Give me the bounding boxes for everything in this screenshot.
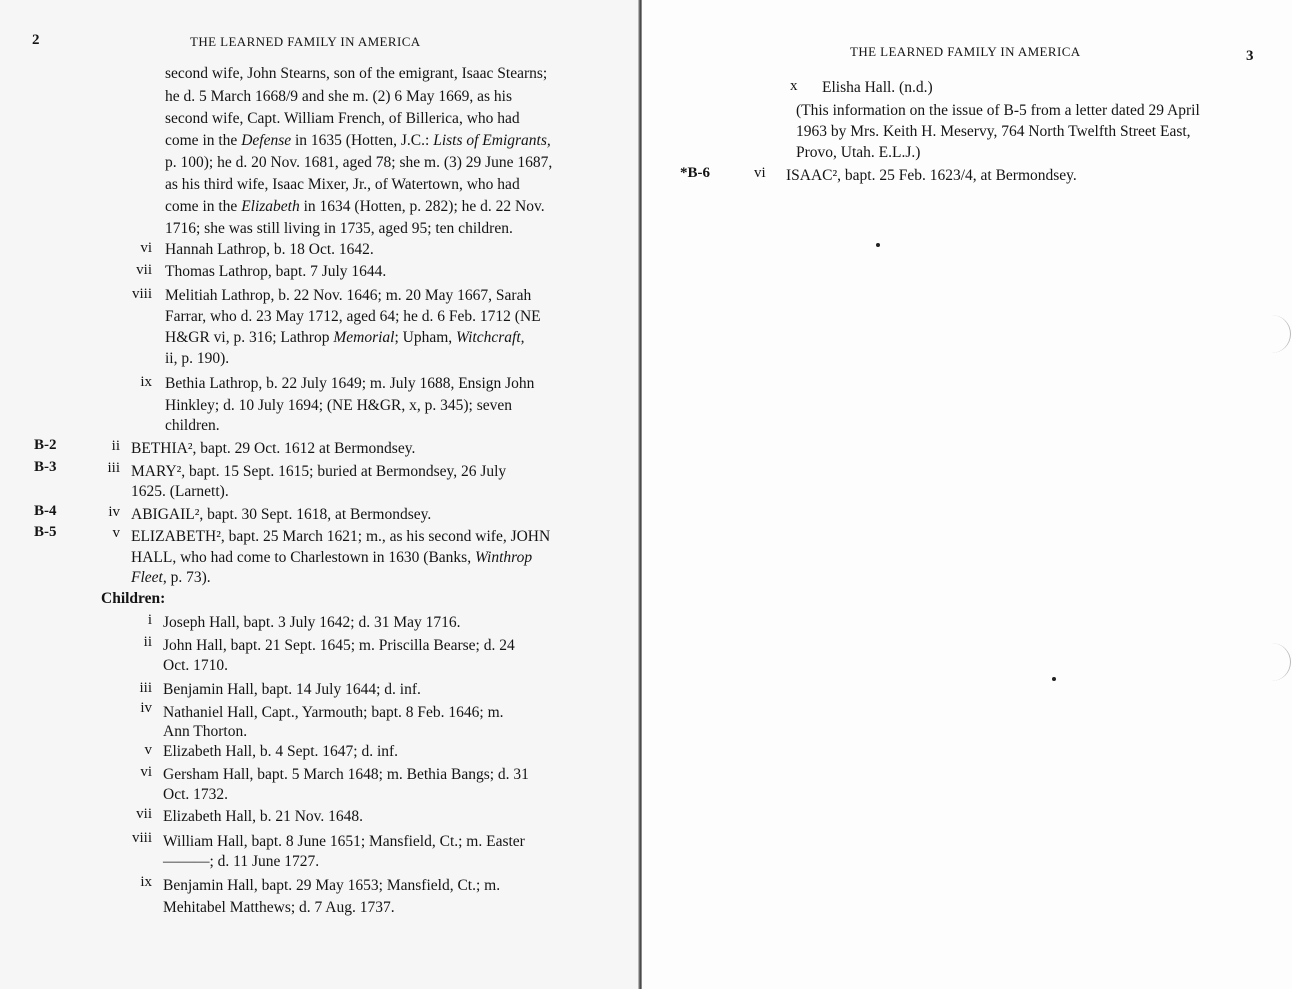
text-line: second wife, John Stearns, son of the emigrant, Isaac Stearns; bbox=[165, 65, 548, 82]
speck bbox=[1052, 677, 1056, 681]
entry-text-cont: Fleet, p. 73). bbox=[131, 569, 211, 586]
child-numeral: ii bbox=[143, 634, 152, 650]
text-line: p. 100); he d. 20 Nov. 1681, aged 78; she m. (3) 29 June 1687, bbox=[165, 154, 553, 171]
child-entry: Hannah Lathrop, b. 18 Oct. 1642. bbox=[165, 241, 374, 258]
note-line: 1963 by Mrs. Keith H. Meservy, 764 North Twelfth Street East, bbox=[796, 123, 1191, 140]
child-entry: Benjamin Hall, bapt. 29 May 1653; Mansfield, Ct.; m. bbox=[163, 877, 501, 894]
text-line: as his third wife, Isaac Mixer, Jr., of Watertown, who had bbox=[165, 176, 520, 193]
child-numeral: iv bbox=[140, 700, 152, 716]
note-line: Provo, Utah. E.L.J.) bbox=[796, 144, 921, 161]
entry-numeral: v bbox=[112, 525, 120, 541]
child-entry-cont: children. bbox=[165, 417, 220, 434]
child-entry-cont: H&GR vi, p. 316; Lathrop Memorial; Upham, Witchcraft, bbox=[165, 329, 525, 346]
child-numeral: x bbox=[790, 78, 798, 94]
child-entry-cont: Farrar, who d. 23 May 1712, aged 64; he d. 6 Feb. 1712 (NE bbox=[165, 308, 541, 325]
child-numeral: vi bbox=[140, 240, 152, 256]
child-numeral: ix bbox=[140, 374, 152, 390]
child-entry-cont: Oct. 1710. bbox=[163, 657, 229, 674]
child-entry: Elizabeth Hall, b. 4 Sept. 1647; d. inf. bbox=[163, 743, 399, 760]
text-line: he d. 5 March 1668/9 and she m. (2) 6 May 1669, as his bbox=[165, 88, 512, 105]
entry-text: MARY², bapt. 15 Sept. 1615; buried at Bermondsey, 26 July bbox=[131, 463, 507, 480]
child-entry: Gersham Hall, bapt. 5 March 1648; m. Bethia Bangs; d. 31 bbox=[163, 766, 529, 783]
entry-text: ABIGAIL², bapt. 30 Sept. 1618, at Bermondsey. bbox=[131, 506, 432, 523]
child-entry-cont: Mehitabel Matthews; d. 7 Aug. 1737. bbox=[163, 899, 395, 916]
entry-id: *B-6 bbox=[680, 165, 710, 181]
child-numeral: viii bbox=[131, 830, 152, 846]
child-entry-cont: Hinkley; d. 10 July 1694; (NE H&GR, x, p. 345); seven bbox=[165, 397, 513, 414]
entry-id: B-2 bbox=[34, 437, 57, 453]
child-entry: Joseph Hall, bapt. 3 July 1642; d. 31 May 1716. bbox=[163, 614, 461, 631]
child-entry: Bethia Lathrop, b. 22 July 1649; m. July 1688, Ensign John bbox=[165, 375, 535, 392]
child-entry: Nathaniel Hall, Capt., Yarmouth; bapt. 8 Feb. 1646; m. bbox=[163, 704, 504, 721]
child-entry-cont: ———; d. 11 June 1727. bbox=[163, 853, 320, 870]
binder-hole bbox=[1268, 315, 1291, 353]
text-line: second wife, Capt. William French, of Billerica, who had bbox=[165, 110, 520, 127]
text-line: 1716; she was still living in 1735, aged 95; ten children. bbox=[165, 220, 513, 237]
child-entry-cont: Ann Thorton. bbox=[163, 723, 248, 740]
child-entry: John Hall, bapt. 21 Sept. 1645; m. Priscilla Bearse; d. 24 bbox=[163, 637, 515, 654]
left-page bbox=[0, 0, 640, 989]
child-numeral: vi bbox=[140, 764, 152, 780]
note-line: (This information on the issue of B-5 from a letter dated 29 April bbox=[796, 102, 1200, 119]
right-page bbox=[642, 0, 1292, 989]
entry-text: BETHIA², bapt. 29 Oct. 1612 at Bermondsey. bbox=[131, 440, 416, 457]
entry-id: B-4 bbox=[34, 503, 57, 519]
child-entry: Melitiah Lathrop, b. 22 Nov. 1646; m. 20 May 1667, Sarah bbox=[165, 287, 532, 304]
entry-id: B-5 bbox=[34, 524, 57, 540]
entry-id: B-3 bbox=[34, 459, 57, 475]
child-numeral: v bbox=[144, 742, 152, 758]
text-line: come in the Elizabeth in 1634 (Hotten, p. 282); he d. 22 Nov. bbox=[165, 198, 545, 215]
child-numeral: iii bbox=[139, 680, 152, 696]
children-heading: Children: bbox=[101, 590, 166, 607]
entry-text-cont: HALL, who had come to Charlestown in 1630 (Banks, Winthrop bbox=[131, 549, 533, 566]
child-numeral: i bbox=[147, 612, 152, 628]
child-numeral: viii bbox=[131, 286, 152, 302]
child-entry: Thomas Lathrop, bapt. 7 July 1644. bbox=[165, 263, 387, 280]
entry-text-cont: 1625. (Larnett). bbox=[131, 483, 229, 500]
child-numeral: ix bbox=[140, 874, 152, 890]
page-number: 3 bbox=[1246, 48, 1254, 64]
child-numeral: vii bbox=[136, 262, 152, 278]
text-line: come in the Defense in 1635 (Hotten, J.C.: Lists of Emigrants, bbox=[165, 132, 551, 149]
child-entry: Elisha Hall. (n.d.) bbox=[822, 79, 933, 96]
binder-hole bbox=[1268, 643, 1291, 681]
child-entry-cont: ii, p. 190). bbox=[165, 350, 230, 367]
entry-text: ISAAC², bapt. 25 Feb. 1623/4, at Bermondsey. bbox=[786, 167, 1077, 184]
running-header: THE LEARNED FAMILY IN AMERICA bbox=[190, 34, 421, 49]
entry-numeral: ii bbox=[111, 438, 120, 454]
entry-numeral: iv bbox=[108, 504, 120, 520]
child-numeral: vii bbox=[136, 806, 152, 822]
speck bbox=[876, 243, 880, 247]
child-entry: Benjamin Hall, bapt. 14 July 1644; d. inf. bbox=[163, 681, 421, 698]
running-header: THE LEARNED FAMILY IN AMERICA bbox=[850, 44, 1081, 59]
child-entry: William Hall, bapt. 8 June 1651; Mansfield, Ct.; m. Easter bbox=[163, 833, 525, 850]
entry-numeral: iii bbox=[107, 460, 120, 476]
child-entry-cont: Oct. 1732. bbox=[163, 786, 229, 803]
page-number: 2 bbox=[32, 32, 40, 48]
entry-text: ELIZABETH², bapt. 25 March 1621; m., as his second wife, JOHN bbox=[131, 528, 551, 545]
child-entry: Elizabeth Hall, b. 21 Nov. 1648. bbox=[163, 808, 364, 825]
entry-numeral: vi bbox=[754, 165, 766, 181]
